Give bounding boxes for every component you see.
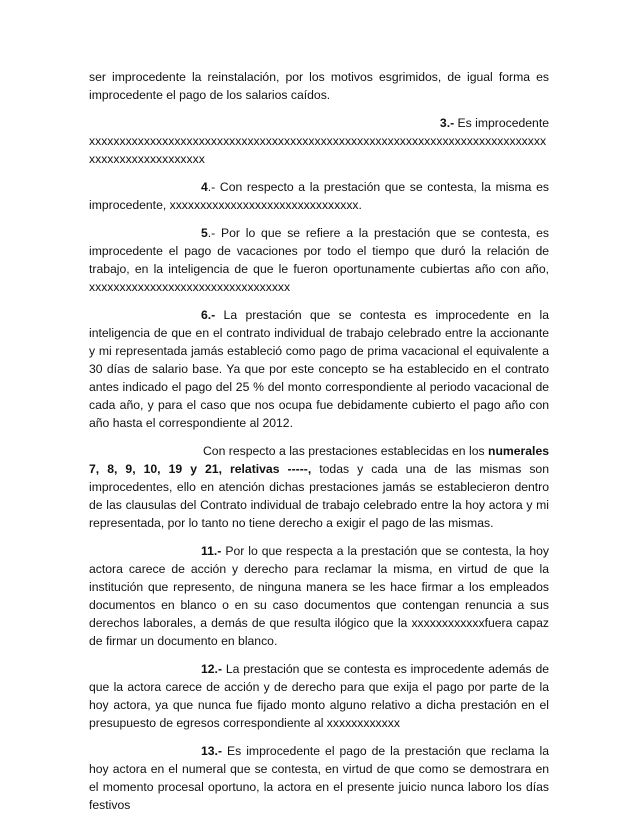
numeral-12: 12.-	[201, 662, 223, 676]
paragraph-text: ser improcedente la reinstalación, por los motivos esgrimidos, de igual forma es improcedente el pago de los salarios caídos.	[89, 70, 549, 102]
numeral-6: 6.-	[201, 308, 216, 322]
document-page	[89, 68, 549, 824]
paragraph-salarios	[89, 68, 549, 104]
paragraph-12	[89, 660, 549, 732]
paragraph-text: todas y cada una de las mismas son improcedentes, ello en atención dichas prestaciones jamás se establecieron dentro de las clausulas del Contrato individual de trabajo celebrado entre la hoy actora y mi representada, por lo tanto no tiene derecho a exigir el pago de las mismas.	[89, 462, 549, 530]
paragraph-6	[89, 306, 549, 432]
paragraph-text: La prestación que se contesta es improcedente en la inteligencia de que en el contrato individual de trabajo celebrado entre la accionante y mi representada jamás estableció como pago de prima vacacional el equivalente a 30 días de salario base. Ya que por este concepto se ha establecido en el contrato antes indicado el pago del 25 % del monto correspondiente al periodo vacacional de cada año, y para el caso que nos ocupa fue debidamente cubierto el pago año con año hasta el correspondiente al 2012.	[89, 308, 549, 430]
paragraph-text: .- Por lo que se refiere a la prestación que se contesta, es improcedente el pago de vacaciones por todo el tiempo que duró la relación de trabajo, en la inteligencia de que le fueron oportunamente cubiertas año con año, xxxxxxxxxxxxxxxxxxxxxxxxxxxxxxxxx	[89, 226, 549, 294]
paragraph-text: .- Con respecto a la prestación que se contesta, la misma es improcedente, xxxxxxxxxxxxxxxxxxxxxxxxxxxxxxx.	[89, 180, 549, 212]
redacted-text: xxxxxxxxxxxxxxxxxxxxxxxxxxxxxxxxxxxxxxxxxxxxxxxxxxxxxxxxxxxxxxxxxxxxxxxxxxxxxxxxxxxxxxxxxxxxxx	[89, 134, 547, 166]
numeral-3: 3.-	[439, 116, 455, 130]
paragraph-5	[89, 224, 549, 296]
numeral-13: 13.-	[201, 744, 223, 758]
paragraph-13	[89, 742, 549, 814]
paragraph-numerales	[89, 442, 549, 532]
paragraph-text: Es improcedente	[454, 116, 549, 130]
paragraph-text: La prestación que se contesta es improcedente además de que la actora carece de acción y de derecho para que exija el pago por parte de la hoy actora, ya que nunca fue fijado monto alguno relativo a dicha prestación en el presupuesto de egresos correspondiente al xxxxxxxxxxxx	[89, 662, 549, 730]
numeral-11: 11.-	[201, 544, 222, 558]
paragraph-11	[89, 542, 549, 650]
paragraph-text: Por lo que respecta a la prestación que se contesta, la hoy actora carece de acción y derecho para reclamar la misma, en virtud de que la institución que represento, de ninguna manera se les hace firmar a los empleados documentos en blanco o en su caso documentos que contengan renuncia a sus derechos laborales, a demás de que resulta ilógico que la xxxxxxxxxxxxfuera capaz de firmar un documento en blanco.	[89, 544, 549, 648]
paragraph-text: Es improcedente el pago de la prestación que reclama la hoy actora en el numeral que se contesta, en virtud de que como se demostrara en el momento procesal oportuno, la actora en el presente juicio nunca laboro los días festivos	[89, 744, 549, 812]
paragraph-text: Con respecto a las prestaciones establecidas en los	[203, 444, 489, 458]
paragraph-3-redacted	[89, 132, 549, 168]
numeral-5: 5	[201, 226, 208, 240]
numerales-list: numerales 7, 8, 9, 10, 19 y 21, relativas -----,	[89, 444, 549, 476]
numeral-4: 4	[201, 180, 208, 194]
paragraph-4	[89, 178, 549, 214]
paragraph-3-heading	[89, 114, 549, 132]
